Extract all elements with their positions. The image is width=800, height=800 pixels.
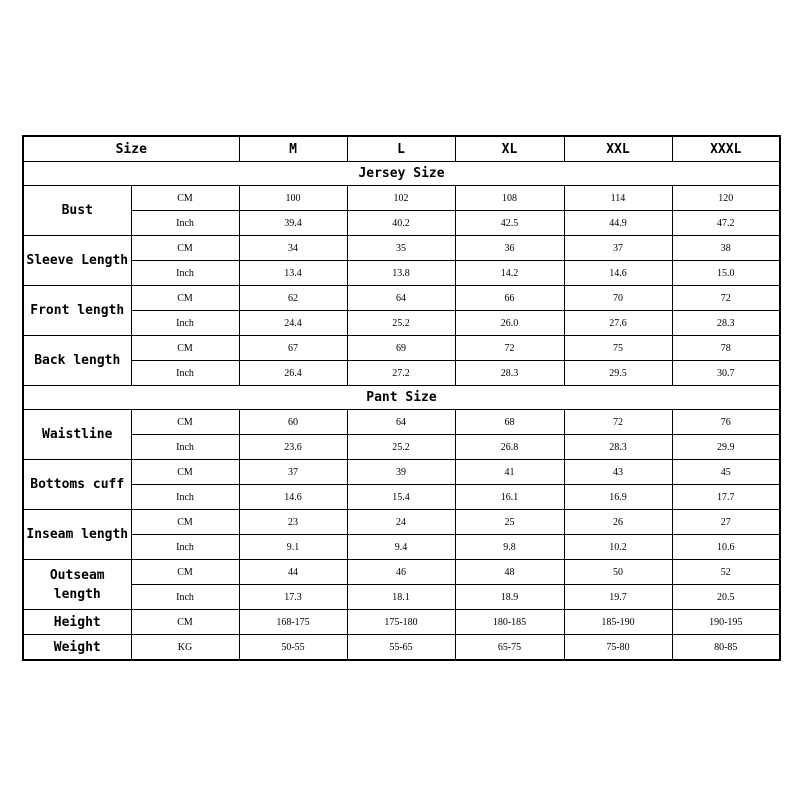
measurement-name: Weight xyxy=(23,635,131,661)
measurement-value: 29.9 xyxy=(672,435,780,460)
measurement-value: 23 xyxy=(239,510,347,535)
measurement-value: 65-75 xyxy=(455,635,564,661)
measurement-value: 25.2 xyxy=(347,435,455,460)
measurement-value: 14.6 xyxy=(239,485,347,510)
measurement-row xyxy=(23,236,780,261)
measurement-row xyxy=(23,585,780,610)
measurement-value: 28.3 xyxy=(455,361,564,386)
measurement-value: 27.2 xyxy=(347,361,455,386)
measurement-value: 42.5 xyxy=(455,211,564,236)
measurement-value: 24.4 xyxy=(239,311,347,336)
measurement-name: Back length xyxy=(23,336,131,386)
measurement-value: 64 xyxy=(347,410,455,435)
measurement-value: 41 xyxy=(455,460,564,485)
measurement-value: 68 xyxy=(455,410,564,435)
measurement-row xyxy=(23,560,780,585)
measurement-value: 9.4 xyxy=(347,535,455,560)
measurement-value: 20.5 xyxy=(672,585,780,610)
measurement-value: 75 xyxy=(564,336,672,361)
unit-label: CM xyxy=(131,460,239,485)
measurement-value: 64 xyxy=(347,286,455,311)
measurement-value: 18.1 xyxy=(347,585,455,610)
measurement-value: 24 xyxy=(347,510,455,535)
measurement-value: 44.9 xyxy=(564,211,672,236)
measurement-value: 38 xyxy=(672,236,780,261)
measurement-value: 15.4 xyxy=(347,485,455,510)
measurement-value: 190-195 xyxy=(672,610,780,635)
measurement-value: 50 xyxy=(564,560,672,585)
measurement-value: 26.8 xyxy=(455,435,564,460)
measurement-value: 10.6 xyxy=(672,535,780,560)
measurement-value: 25 xyxy=(455,510,564,535)
measurement-row xyxy=(23,610,780,635)
unit-label: Inch xyxy=(131,435,239,460)
measurement-value: 72 xyxy=(455,336,564,361)
measurement-value: 27 xyxy=(672,510,780,535)
measurement-value: 75-80 xyxy=(564,635,672,661)
unit-label: CM xyxy=(131,410,239,435)
unit-label: Inch xyxy=(131,261,239,286)
size-column-header: XL xyxy=(455,136,564,162)
measurement-name: Bust xyxy=(23,186,131,236)
measurement-value: 114 xyxy=(564,186,672,211)
measurement-value: 168-175 xyxy=(239,610,347,635)
measurement-row xyxy=(23,635,780,661)
measurement-value: 16.9 xyxy=(564,485,672,510)
section-title: Jersey Size xyxy=(23,162,780,186)
measurement-value: 108 xyxy=(455,186,564,211)
measurement-value: 13.4 xyxy=(239,261,347,286)
section-title: Pant Size xyxy=(23,386,780,410)
measurement-value: 14.6 xyxy=(564,261,672,286)
measurement-value: 67 xyxy=(239,336,347,361)
measurement-row xyxy=(23,410,780,435)
unit-label: CM xyxy=(131,236,239,261)
measurement-row xyxy=(23,261,780,286)
measurement-row xyxy=(23,336,780,361)
measurement-value: 18.9 xyxy=(455,585,564,610)
measurement-value: 10.2 xyxy=(564,535,672,560)
size-column-header: XXL xyxy=(564,136,672,162)
measurement-value: 55-65 xyxy=(347,635,455,661)
measurement-name: Inseam length xyxy=(23,510,131,560)
measurement-value: 39 xyxy=(347,460,455,485)
unit-label: CM xyxy=(131,510,239,535)
measurement-value: 40.2 xyxy=(347,211,455,236)
measurement-value: 39.4 xyxy=(239,211,347,236)
measurement-value: 35 xyxy=(347,236,455,261)
measurement-value: 17.3 xyxy=(239,585,347,610)
measurement-value: 25.2 xyxy=(347,311,455,336)
measurement-value: 80-85 xyxy=(672,635,780,661)
measurement-value: 34 xyxy=(239,236,347,261)
measurement-value: 27.6 xyxy=(564,311,672,336)
unit-label: CM xyxy=(131,186,239,211)
measurement-name: Waistline xyxy=(23,410,131,460)
measurement-row xyxy=(23,286,780,311)
measurement-row xyxy=(23,361,780,386)
measurement-value: 180-185 xyxy=(455,610,564,635)
measurement-value: 13.8 xyxy=(347,261,455,286)
section-header-row xyxy=(23,162,780,186)
measurement-row xyxy=(23,186,780,211)
measurement-value: 46 xyxy=(347,560,455,585)
measurement-value: 60 xyxy=(239,410,347,435)
unit-label: Inch xyxy=(131,311,239,336)
measurement-value: 23.6 xyxy=(239,435,347,460)
measurement-value: 43 xyxy=(564,460,672,485)
measurement-value: 175-180 xyxy=(347,610,455,635)
size-column-header: L xyxy=(347,136,455,162)
measurement-value: 72 xyxy=(672,286,780,311)
measurement-value: 14.2 xyxy=(455,261,564,286)
measurement-value: 100 xyxy=(239,186,347,211)
measurement-value: 9.8 xyxy=(455,535,564,560)
unit-label: Inch xyxy=(131,361,239,386)
measurement-value: 26.0 xyxy=(455,311,564,336)
measurement-value: 37 xyxy=(564,236,672,261)
measurement-name: Front length xyxy=(23,286,131,336)
measurement-row xyxy=(23,485,780,510)
measurement-value: 28.3 xyxy=(672,311,780,336)
measurement-value: 48 xyxy=(455,560,564,585)
measurement-value: 76 xyxy=(672,410,780,435)
size-chart-body xyxy=(23,136,780,660)
measurement-value: 45 xyxy=(672,460,780,485)
measurement-value: 44 xyxy=(239,560,347,585)
measurement-value: 120 xyxy=(672,186,780,211)
unit-label: CM xyxy=(131,336,239,361)
measurement-value: 19.7 xyxy=(564,585,672,610)
measurement-value: 69 xyxy=(347,336,455,361)
size-column-header: M xyxy=(239,136,347,162)
measurement-value: 50-55 xyxy=(239,635,347,661)
measurement-value: 28.3 xyxy=(564,435,672,460)
unit-label: KG xyxy=(131,635,239,661)
measurement-row xyxy=(23,435,780,460)
measurement-value: 47.2 xyxy=(672,211,780,236)
measurement-value: 78 xyxy=(672,336,780,361)
measurement-value: 30.7 xyxy=(672,361,780,386)
measurement-value: 15.0 xyxy=(672,261,780,286)
measurement-row xyxy=(23,460,780,485)
size-header-row xyxy=(23,136,780,162)
size-column-header: XXXL xyxy=(672,136,780,162)
measurement-value: 62 xyxy=(239,286,347,311)
unit-label: Inch xyxy=(131,535,239,560)
unit-label: Inch xyxy=(131,485,239,510)
measurement-value: 72 xyxy=(564,410,672,435)
measurement-name: Outseam length xyxy=(23,560,131,610)
measurement-value: 16.1 xyxy=(455,485,564,510)
measurement-value: 52 xyxy=(672,560,780,585)
measurement-value: 102 xyxy=(347,186,455,211)
measurement-value: 26 xyxy=(564,510,672,535)
measurement-value: 26.4 xyxy=(239,361,347,386)
measurement-value: 37 xyxy=(239,460,347,485)
measurement-name: Sleeve Length xyxy=(23,236,131,286)
section-header-row xyxy=(23,386,780,410)
unit-label: CM xyxy=(131,560,239,585)
unit-label: CM xyxy=(131,610,239,635)
measurement-row xyxy=(23,211,780,236)
measurement-name: Height xyxy=(23,610,131,635)
size-header-label: Size xyxy=(23,136,239,162)
measurement-row xyxy=(23,535,780,560)
measurement-row xyxy=(23,510,780,535)
measurement-name: Bottoms cuff xyxy=(23,460,131,510)
measurement-value: 36 xyxy=(455,236,564,261)
unit-label: Inch xyxy=(131,585,239,610)
measurement-value: 66 xyxy=(455,286,564,311)
size-chart-table xyxy=(22,135,781,661)
measurement-value: 9.1 xyxy=(239,535,347,560)
unit-label: CM xyxy=(131,286,239,311)
measurement-value: 17.7 xyxy=(672,485,780,510)
measurement-value: 185-190 xyxy=(564,610,672,635)
measurement-row xyxy=(23,311,780,336)
measurement-value: 70 xyxy=(564,286,672,311)
unit-label: Inch xyxy=(131,211,239,236)
measurement-value: 29.5 xyxy=(564,361,672,386)
